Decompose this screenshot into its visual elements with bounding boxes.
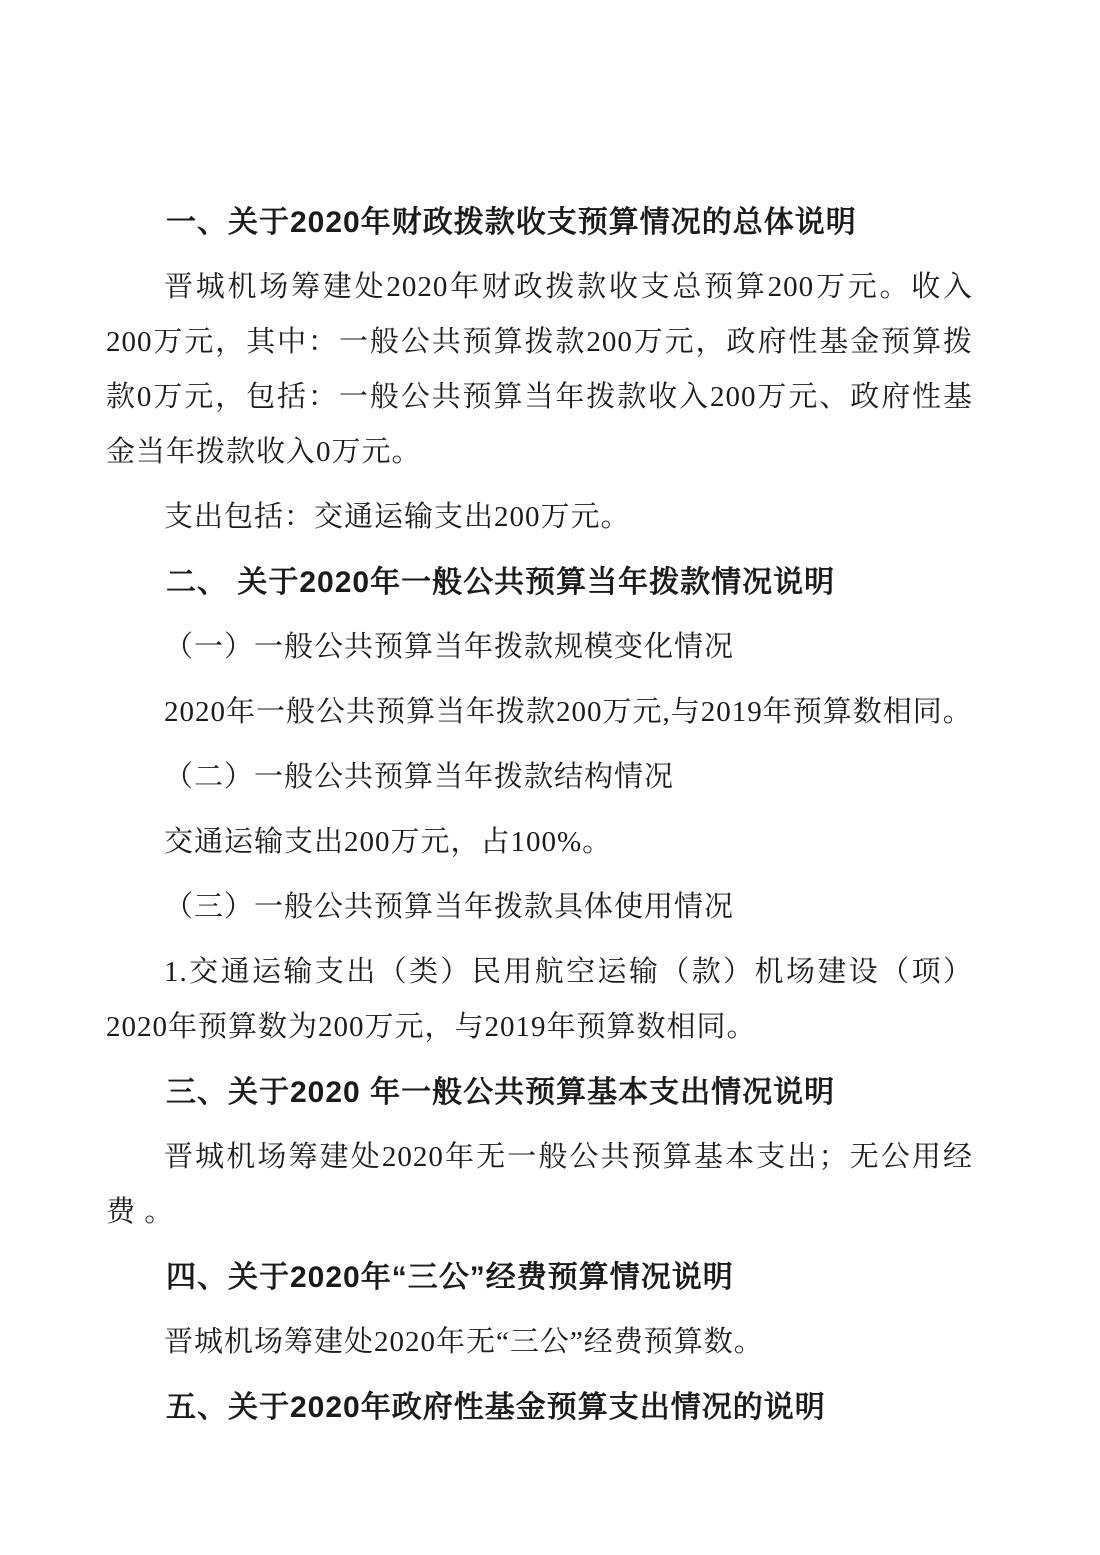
- section-heading-fiscal-overview: 一、关于2020年财政拨款收支预算情况的总体说明: [166, 206, 857, 239]
- para-scale-change: 2020年一般公共预算当年拨款200万元,与2019年预算数相同。: [164, 696, 973, 728]
- para-specific-use: 1.交通运输支出（类）民用航空运输（款）机场建设（项）2020年预算数为200万元，与2019年预算数相同。: [106, 956, 973, 1043]
- para-basic-expenditure: 晋城机场筹建处2020年无一般公共预算基本支出；无公用经费 。: [106, 1141, 973, 1228]
- para-structure: 交通运输支出200万元，占100%。: [164, 826, 613, 858]
- section-heading-basic-expenditure: 三、关于2020 年一般公共预算基本支出情况说明: [166, 1076, 836, 1109]
- section-heading-gov-fund: 五、关于2020年政府性基金预算支出情况的说明: [166, 1391, 826, 1424]
- para-three-public: 晋城机场筹建处2020年无“三公”经费预算数。: [164, 1326, 764, 1358]
- section-heading-three-public: 四、关于2020年“三公”经费预算情况说明: [166, 1261, 734, 1294]
- para-expenditure-includes: 支出包括：交通运输支出200万元。: [164, 501, 631, 533]
- subheading-structure: （二）一般公共预算当年拨款结构情况: [164, 761, 675, 793]
- subheading-specific-use: （三）一般公共预算当年拨款具体使用情况: [164, 891, 735, 923]
- para-fiscal-budget-totals: 晋城机场筹建处2020年财政拨款收支总预算200万元。收入200万元，其中：一般公共预算拨款200万元，政府性基金预算拨款0万元，包括：一般公共预算当年拨款收入200万元、政府性基金当年拨款收入0万元。: [106, 271, 973, 468]
- subheading-scale-change: （一）一般公共预算当年拨款规模变化情况: [164, 631, 735, 663]
- section-heading-general-budget: 二、 关于2020年一般公共预算当年拨款情况说明: [166, 566, 836, 599]
